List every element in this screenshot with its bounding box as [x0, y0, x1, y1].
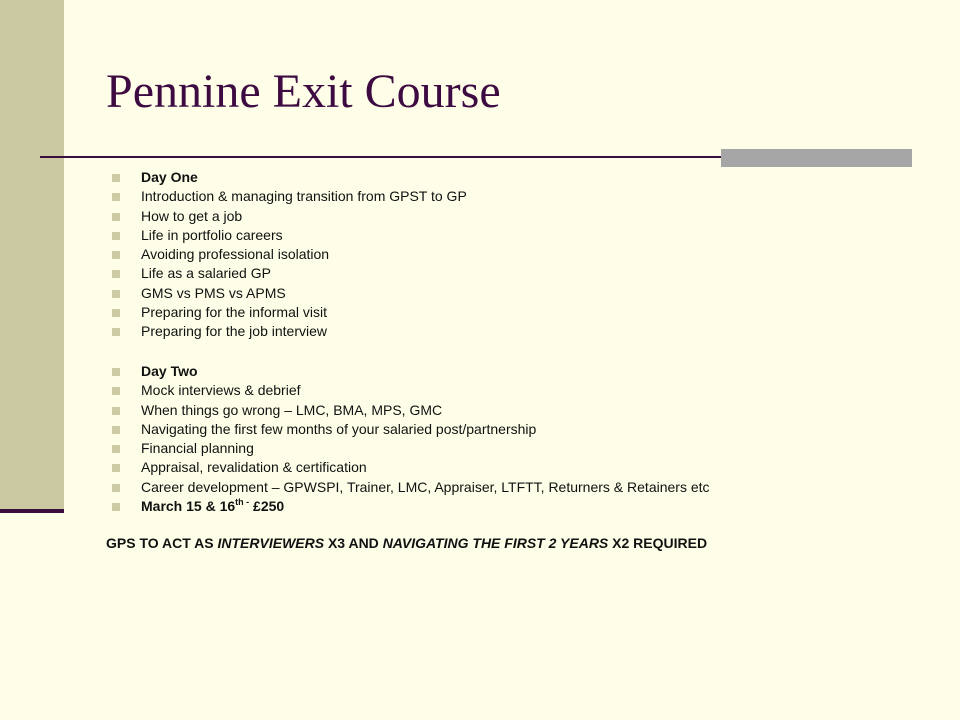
course-date: March 15 & 16: [141, 498, 236, 515]
list-item-text: Mock interviews & debrief: [141, 382, 301, 399]
list-item: [112, 187, 467, 206]
list-item-text: When things go wrong – LMC, BMA, MPS, GMC: [141, 401, 443, 418]
day-one-heading: Day One: [141, 169, 198, 185]
list-item: [112, 458, 710, 477]
slide-title: Pennine Exit Course: [106, 65, 501, 118]
course-price: £250: [249, 498, 285, 515]
footer-text-3: X2 REQUIRED: [608, 535, 708, 551]
square-bullet-icon: [112, 445, 120, 453]
list-item-text: Preparing for the job interview: [141, 323, 327, 340]
left-decor-band: [0, 0, 64, 512]
footer-text-1: GPS TO ACT AS: [106, 535, 218, 551]
list-item-text: Preparing for the informal visit: [141, 304, 327, 321]
list-item: [112, 264, 467, 283]
list-item: [112, 207, 467, 226]
list-item-text: Appraisal, revalidation & certification: [141, 459, 367, 476]
square-bullet-icon: [112, 387, 120, 395]
square-bullet-icon: [112, 464, 120, 472]
list-item: [112, 245, 467, 264]
square-bullet-icon: [112, 213, 120, 221]
list-item-text: Avoiding professional isolation: [141, 246, 330, 263]
list-item-day-one-heading: [112, 168, 467, 187]
square-bullet-icon: [112, 407, 120, 415]
footer-note: [106, 535, 707, 551]
list-item: [112, 401, 710, 420]
square-bullet-icon: [112, 503, 120, 511]
list-item-text: Financial planning: [141, 440, 254, 457]
list-item: [112, 381, 710, 400]
square-bullet-icon: [112, 309, 120, 317]
day-two-list: [112, 362, 710, 516]
list-item-text: How to get a job: [141, 207, 243, 224]
list-item: [112, 420, 710, 439]
list-item-text: GMS vs PMS vs APMS: [141, 284, 286, 301]
square-bullet-icon: [112, 232, 120, 240]
list-item-text: Life as a salaried GP: [141, 265, 271, 282]
list-item: [112, 322, 467, 341]
square-bullet-icon: [112, 270, 120, 278]
list-item: [112, 303, 467, 322]
date-ordinal-suffix: th -: [235, 497, 250, 508]
list-item-text: Life in portfolio careers: [141, 226, 283, 243]
list-item-text: Navigating the first few months of your salaried post/partnership: [141, 420, 537, 437]
title-divider-accent-block: [721, 149, 912, 167]
footer-text-2: X3 AND: [324, 535, 383, 551]
list-item: [112, 478, 710, 497]
list-item-text: Introduction & managing transition from GPST to GP: [141, 188, 467, 205]
square-bullet-icon: [112, 251, 120, 259]
square-bullet-icon: [112, 174, 120, 182]
list-item: [112, 284, 467, 303]
square-bullet-icon: [112, 328, 120, 336]
list-item: [112, 439, 710, 458]
square-bullet-icon: [112, 290, 120, 298]
square-bullet-icon: [112, 426, 120, 434]
footer-text-navigating: NAVIGATING THE FIRST 2 YEARS: [382, 535, 609, 551]
list-item-text: Career development – GPWSPI, Trainer, LMC, Appraiser, LTFTT, Returners & Retainers etc: [141, 478, 710, 495]
left-band-underline: [0, 509, 64, 513]
day-two-heading: Day Two: [141, 363, 198, 379]
list-item-course-date-price: [112, 497, 710, 516]
list-item: [112, 226, 467, 245]
square-bullet-icon: [112, 484, 120, 492]
square-bullet-icon: [112, 193, 120, 201]
list-item-day-two-heading: [112, 362, 710, 381]
square-bullet-icon: [112, 368, 120, 376]
day-one-list: [112, 168, 467, 342]
footer-text-interviewers: INTERVIEWERS: [217, 535, 325, 551]
